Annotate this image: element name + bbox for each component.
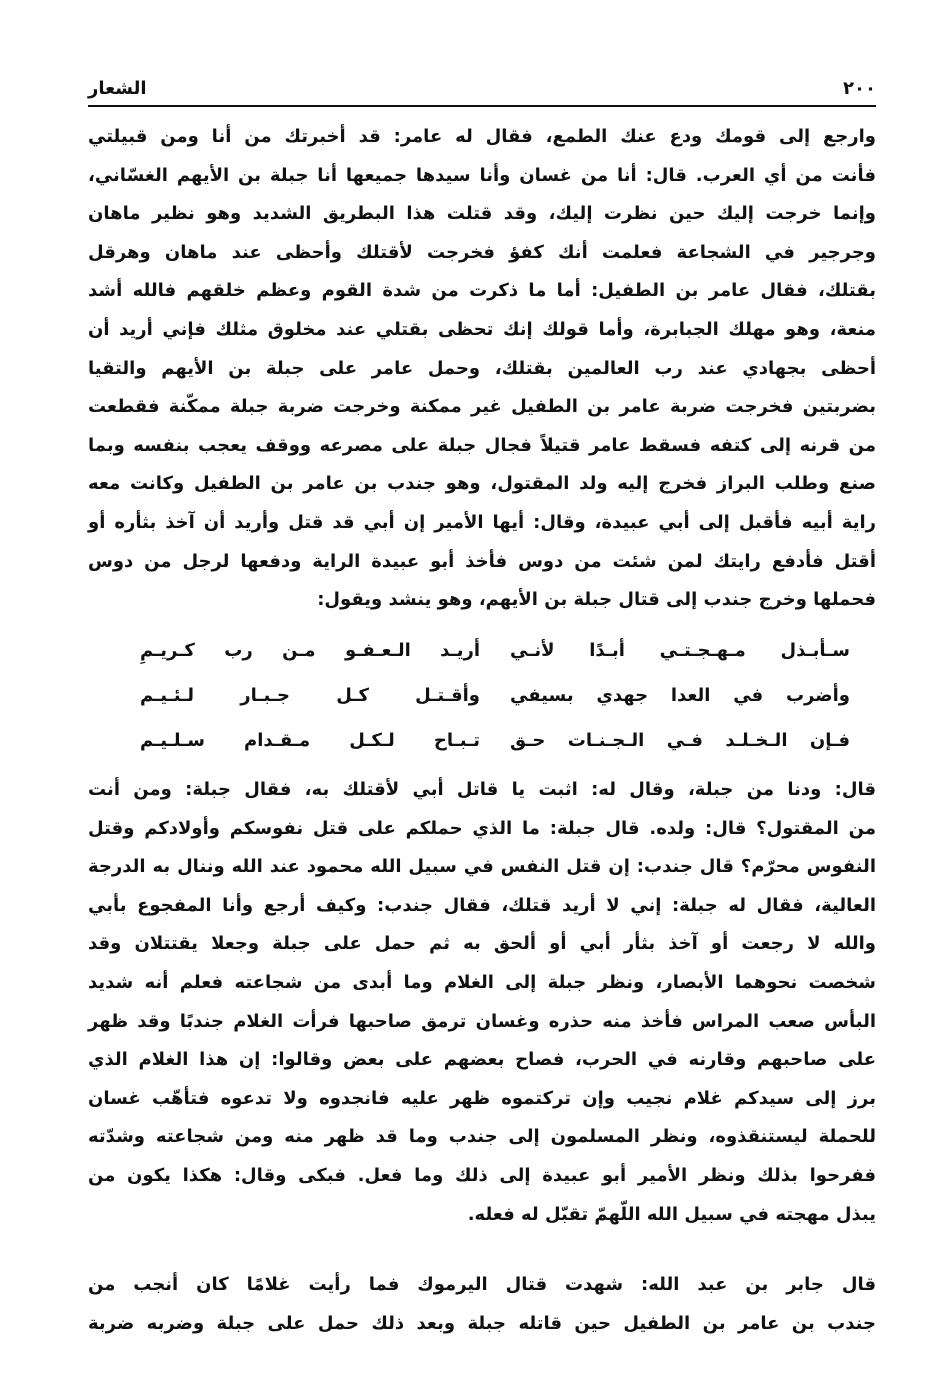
running-title: الشعار bbox=[88, 78, 147, 99]
text-line: منعة، وهو مهلك الجبابرة، وأما قولك إنك تحظى بقتلي عند مخلوق مثلك فإني أريد أن bbox=[88, 318, 876, 340]
text-line: صنع وطلب البراز فخرج إليه ولد المقتول، وهو جندب بن عامر بن الطفيل وكانت معه bbox=[88, 473, 876, 495]
poem-verse bbox=[130, 718, 850, 763]
text-line: قال جابر بن عبد الله: شهدت قتال اليرموك فما رأيت غلامًا كان أنجب من bbox=[88, 1274, 876, 1295]
page-number: ٢٠٠ bbox=[843, 78, 876, 99]
paragraph-1 bbox=[88, 118, 876, 620]
text-line: شخصت نحوهما الأبصار، ونظر جبلة إلى الغلام وما أبدى من شجاعته فعلم أنه شديد bbox=[88, 971, 876, 993]
text-line: أحظى بجهادي عند رب العالمين بقتلك، وحمل عامر على جبلة بن الأيهم والتقيا bbox=[88, 357, 876, 379]
text-line: جندب بن عامر بن الطفيل حين قاتله جبلة وبعد ذلك حمل على جبلة وضربه ضربة bbox=[88, 1312, 876, 1334]
hemistich-second: تـبـاح لـكـل مـقـدام سـلـيـم bbox=[140, 730, 480, 751]
text-line: قال: ودنا من جبلة، وقال له: اثبت يا قاتل أبي لأقتلك به، فقال جبلة: ومن أنت bbox=[88, 779, 876, 800]
paragraph-3 bbox=[88, 1266, 876, 1343]
text-line: البأس صعب المراس فأخذ منه حذره وغسان ترمق صاحبها فرأت الغلام جندبًا وقد ظهر bbox=[88, 1010, 876, 1032]
hemistich-first: فـإن الـخـلـد فـي الـجـنـات حـق bbox=[510, 730, 850, 751]
text-line: أقتل فأدفع رايتك لمن شئت من دوس فأخذ أبو عبيدة الراية ودفعها لرجل من دوس bbox=[88, 550, 876, 572]
text-line: النفوس محرّم؟ قال جندب: إن قتل النفس في سبيل الله محمود عند الله وننال به الدرجة bbox=[88, 856, 876, 878]
poem bbox=[130, 628, 850, 763]
text-line: بضربتين فخرجت ضربة عامر بن الطفيل غير ممكنة وخرجت ضربة جبلة ممكّنة فقطعت bbox=[88, 396, 876, 418]
hemistich-second: وأقـتـل كـل جـبـار لـئـيـم bbox=[140, 685, 480, 706]
text-line: فحملها وخرج جندب إلى قتال جبلة بن الأيهم، وهو ينشد ويقول: bbox=[317, 589, 876, 611]
paragraph-2 bbox=[88, 771, 876, 1234]
hemistich-second: أريـد الـعـفـو مـن رب كـريـمِ bbox=[140, 640, 480, 661]
text-line: برز إلى سيدكم غلام نجيب وإن تركتموه ظهر عليه فانجدوه ولا تدعوه فتأهّب غسان bbox=[88, 1087, 876, 1109]
text-line: راية أبيه فأقبل إلى أبي عبيدة، وقال: أيها الأمير إن أبي قد قتل وأريد أن آخذ بثأره أو bbox=[88, 511, 876, 533]
text-line: وإنما خرجت إليك حين نظرت إليك، وقد قتلت هذا البطريق الشديد وهو نظير ماهان bbox=[88, 203, 876, 225]
poem-verse bbox=[130, 628, 850, 673]
text-line: وارجع إلى قومك ودع عنك الطمع، فقال له عامر: قد أخبرتك من أنا ومن قبيلتي bbox=[88, 126, 876, 147]
text-line: فأنت من أي العرب. قال: أنا من غسان وأنا سيدها جميعها أنا جبلة بن الأيهم الغسّاني، bbox=[88, 164, 876, 186]
text-line: وجرجير في الشجاعة فعلمت أنك كفؤ فخرجت لأقتلك وأحظى عند ماهان وهرقل bbox=[88, 241, 876, 263]
header-rule bbox=[88, 105, 876, 107]
text-line: من قرنه إلى كتفه فسقط عامر قتيلاً فجال جبلة على مصرعه ووقف يعجب بنفسه وبما bbox=[88, 434, 876, 456]
text-line: من المقتول؟ قال: ولده. قال جبلة: ما الذي حملكم على قتل نفوسكم وأولادكم وقتل bbox=[88, 817, 876, 839]
text-line: على صاحبهم وقارنه في الحرب، فصاح بعضهم على بعض وقالوا: إن هذا الغلام الذي bbox=[88, 1049, 876, 1071]
hemistich-first: سـأبـذل مـهـجـتـي أبـدًا لأنـي bbox=[510, 640, 850, 661]
poem-verse bbox=[130, 673, 850, 718]
text-line: يبذل مهجته في سبيل الله اللّهمّ تقبّل له فعله. bbox=[467, 1203, 876, 1225]
text-line: العالية، فقال له جبلة: إني لا أريد قتلك، فقال جندب: وكيف أرجع وأنا المفجوع بأبي bbox=[88, 894, 876, 916]
text-line: بقتلك، فقال عامر بن الطفيل: أما ما ذكرت من شدة القوم وعظم خلقهم فالله أشد bbox=[88, 280, 876, 302]
page-header bbox=[88, 78, 876, 104]
text-line: ففرحوا بذلك ونظر الأمير أبو عبيدة إلى ذلك وما فعل. فبكى وقال: هكذا يكون من bbox=[88, 1164, 876, 1186]
text-line: والله لا رجعت أو آخذ بثأر أبي أو ألحق به ثم حمل على جبلة وجعلا يقتتلان وقد bbox=[88, 933, 876, 955]
text-line: للحملة ليستنقذوه، ونظر المسلمون إلى جندب وما قد ظهر منه ومن شجاعته وشدّته bbox=[88, 1126, 876, 1148]
hemistich-first: وأضرب في العدا جهدي بسيفي bbox=[510, 685, 850, 706]
